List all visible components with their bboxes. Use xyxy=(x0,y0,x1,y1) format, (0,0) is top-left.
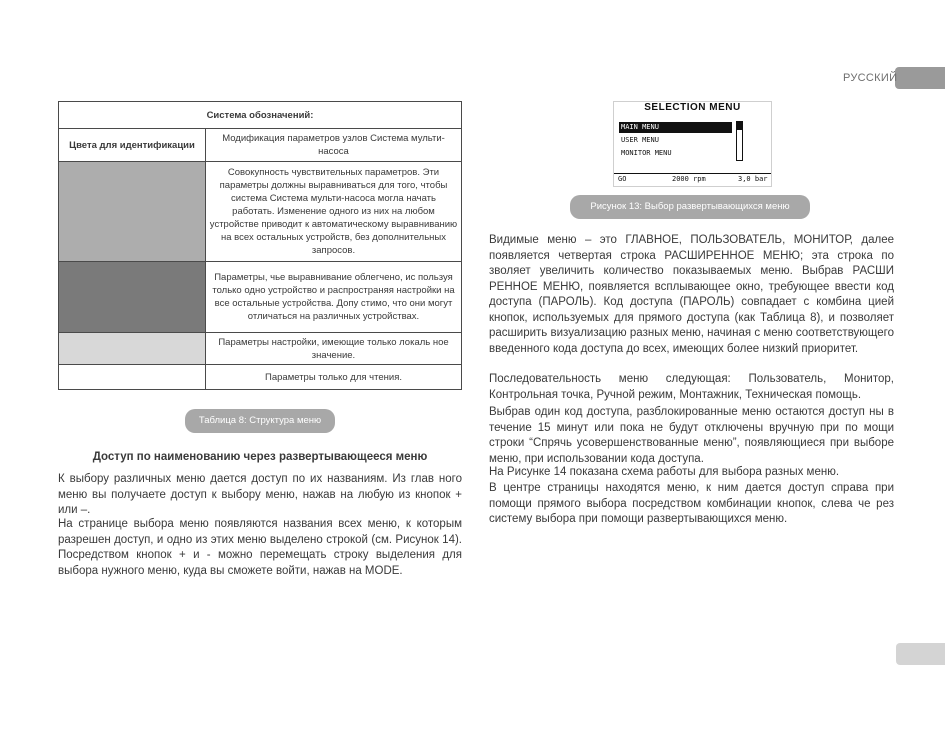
figure-caption: Рисунок 13: Выбор развертывающихся меню xyxy=(570,195,810,219)
legend-swatch-light-gray xyxy=(59,333,206,365)
legend-row-text: Параметры только для чтения. xyxy=(206,365,462,390)
legend-table-title: Система обозначений: xyxy=(59,102,462,129)
lcd-menu-item-user: USER MENU xyxy=(621,136,659,144)
lcd-menu-item-monitor: MONITOR MENU xyxy=(621,149,672,157)
legend-row-text: Параметры настройки, имеющие только локаль ное значение. xyxy=(206,333,462,365)
legend-row-text: Совокупность чувствительных параметров. Эти параметры должны выравниваться для того, чтобы система Система мульти-насоса могла начать работать. Изменение одного из них на любом устройстве приводит к автоматическому выравниванию на всех остальных устройств, без дополнительных запросов. xyxy=(206,162,462,262)
section-heading: Доступ по наименованию через развертывающееся меню xyxy=(92,451,428,463)
lcd-title: SELECTION MENU xyxy=(644,102,741,113)
legend-swatch-mid-gray xyxy=(59,162,206,262)
right-paragraph-3: Выбрав один код доступа, разблокированные меню остаются доступ ны в течение 15 минут или пока не будут отключены вручную при по мощи строки “Спрячь усовершенствованные меню”, появляющиеся при выборе меню, при использовании кода доступа. xyxy=(489,406,894,465)
legend-swatch-white xyxy=(59,365,206,390)
right-paragraph-4: На Рисунке 14 показана схема работы для выбора разных меню. xyxy=(489,466,840,478)
legend-col1-header: Цвета для идентификации xyxy=(59,129,206,162)
lcd-status-pressure: 3,0 bar xyxy=(738,175,768,183)
legend-table xyxy=(58,101,462,390)
lcd-status-rpm: 2000 rpm xyxy=(672,175,706,183)
legend-swatch-dark-gray xyxy=(59,262,206,333)
left-paragraph-1: К выбору различных меню дается доступ по их названиям. Из глав ного меню вы получаете доступ к выбору меню, нажав на любую из кнопок + или –. xyxy=(58,473,462,516)
language-label: РУССКИЙ xyxy=(843,72,898,84)
right-paragraph-2: Последовательность меню следующая: Пользователь, Монитор, Контрольная точка, Ручной режим, Монтажник, Техническая помощь. xyxy=(489,373,894,401)
page-number-tab xyxy=(896,643,945,665)
language-tab xyxy=(895,67,945,89)
left-paragraph-2: На странице выбора меню появляются названия всех меню, к которым разрешен доступ, и одно из этих меню выделено строкой (см. Рисунок 14). Посредством кнопок + и - можно перемещать строку выделения для выбора нужного меню, куда вы сможете войти, нажав на MODE. xyxy=(58,518,462,577)
lcd-scroll-thumb xyxy=(737,122,742,130)
right-paragraph-1: Видимые меню – это ГЛАВНОЕ, ПОЛЬЗОВАТЕЛЬ, МОНИТОР, далее появляется четвертая строка РАСШИРЕННОЕ МЕНЮ; эта строка по зволяет увеличить количество показываемых меню. Выбрав РАСШИ РЕННОЕ МЕНЮ, появляется всплывающее окно, требующее ввести код доступа (ПАРОЛЬ). Код доступа (ПАРОЛЬ) совпадает с комбина цией кнопок, используемых для прямого доступа (как Таблица 8), и позволяет расширить визуализацию разных меню, начиная с меню соответствующего введенного кода доступа до всех, имеющих более низкий приоритет. xyxy=(489,234,894,355)
legend-row-text: Параметры, чье выравнивание облегчено, ис пользуя только одно устройство и распространяя настройки на все остальные устройства. Допу стимо, что они могут отличаться на различных устройствах. xyxy=(206,262,462,333)
lcd-scrollbar xyxy=(736,121,743,161)
table-caption: Таблица 8: Структура меню xyxy=(185,409,335,433)
right-paragraph-5: В центре страницы находятся меню, к ним дается доступ справа при помощи прямого выбора посредством комбинации кнопок, слева че рез систему выбора при помощи развертывающихся меню. xyxy=(489,482,894,525)
lcd-status-go: GO xyxy=(618,175,627,183)
lcd-menu-item-main: MAIN MENU xyxy=(619,122,732,133)
lcd-divider xyxy=(614,173,771,174)
selection-menu-display xyxy=(613,101,772,187)
legend-col2-header: Модификация параметров узлов Система мульти-насоса xyxy=(206,129,462,162)
